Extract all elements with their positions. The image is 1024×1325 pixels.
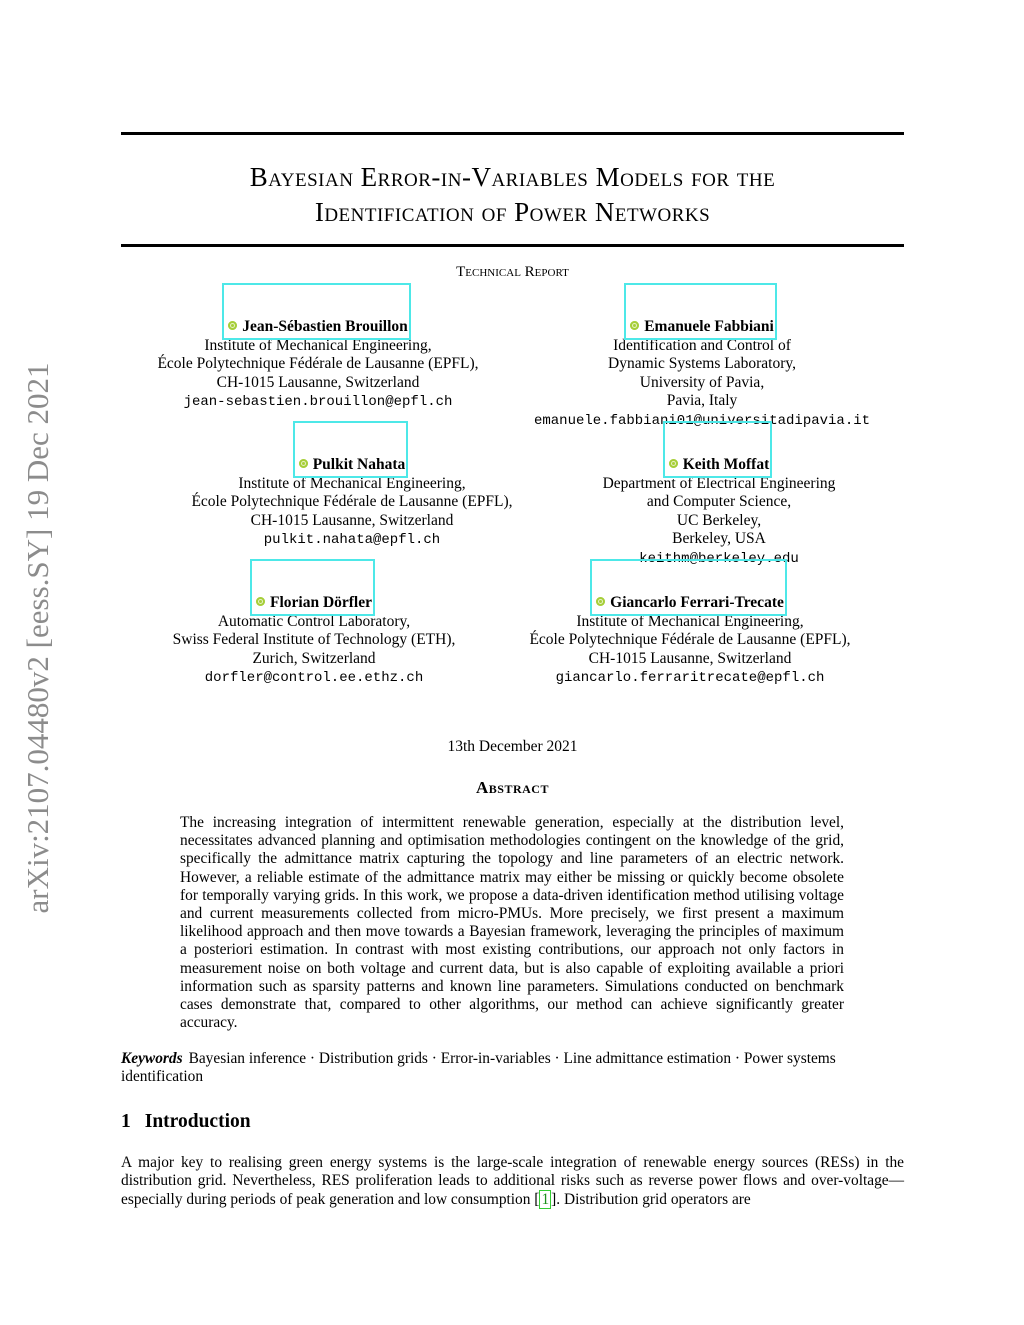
author-email[interactable]: emanuele.fabbiani01@universitadipavia.it	[533, 412, 871, 429]
affiliation-line: CH-1015 Lausanne, Switzerland	[250, 511, 454, 529]
affiliation-line: Institute of Mechanical Engineering,	[576, 612, 804, 630]
link-highlight-box	[222, 283, 411, 340]
affiliation-line: Department of Electrical Engineering	[602, 474, 836, 492]
paper-title-line-2: Identification of Power Networks	[314, 197, 711, 227]
affiliation-line: École Polytechnique Fédérale de Lausanne (EPFL),	[191, 493, 513, 510]
intro-text-part: A major key to realising green energy systems is the large-scale integration of renewable energy sources (RESs) in the distribution grid. Nevertheless, RES proliferation leads to additional risks such as reverse power flows and over-voltage—especially during periods of peak generation and low consumption [	[121, 1154, 904, 1208]
citation-link[interactable]: 1	[541, 1190, 550, 1208]
abstract-text: The increasing integration of intermittent renewable generation, especially at the distribution level, necessitates advanced planning and optimisation methodologies contingent on the knowledge of the grid, specifically the admittance matrix capturing the topology and line parameters of an electric network. However, a reliable estimate of the admittance matrix may either be missing or quickly become obsolete for temporally varying grids. In this work, we propose a data-driven identification method utilising voltage and current measurements collected from micro-PMUs. More precisely, we first present a maximum likelihood approach and then move towards a Bayesian framework, leveraging the principles of maximum a posteriori estimation. In contrast with most existing contributions, our approach not only factors in measurement noise on both voltage and current data, but is also capable of exploiting available a priori information such as sparsity patterns and known line parameters. Simulations conducted on benchmark cases demonstrate that, compared to other algorithms, our method can achieve significantly greater accuracy.	[180, 814, 844, 1032]
affiliation-line: Institute of Mechanical Engineering,	[204, 336, 432, 354]
keywords-text: Bayesian inference · Distribution grids · Error-in-variables · Line admittance estimation · Power systems identification	[121, 1050, 836, 1086]
affiliation-line: Automatic Control Laboratory,	[217, 612, 411, 630]
intro-text-part: ]. Distribution grid operators are	[551, 1190, 751, 1208]
author-name-link[interactable]: Pulkit Nahata	[299, 456, 406, 475]
author-block-6	[490, 594, 890, 688]
bottom-rule	[121, 244, 904, 247]
author-block-3	[152, 456, 552, 550]
report-type: Technical Report	[456, 264, 569, 280]
orcid-icon[interactable]	[669, 459, 678, 468]
affiliation-line: Berkeley, USA	[672, 530, 766, 547]
author-name-link[interactable]: Florian Dörfler	[256, 594, 372, 613]
affiliation-line: Identification and Control of	[613, 336, 791, 354]
affiliation-line: École Polytechnique Fédérale de Lausanne (EPFL),	[529, 631, 851, 648]
affiliation-line: CH-1015 Lausanne, Switzerland	[216, 373, 420, 391]
author-name-link[interactable]: Giancarlo Ferrari-Trecate	[596, 594, 784, 613]
author-email[interactable]: keithm@berkeley.edu	[639, 550, 799, 567]
author-block-1	[118, 318, 518, 412]
affiliation-line: Dynamic Systems Laboratory,	[608, 355, 796, 372]
orcid-icon[interactable]	[299, 459, 308, 468]
publication-date: 13th December 2021	[447, 738, 578, 755]
section-title: Introduction	[144, 1111, 251, 1132]
top-rule	[121, 132, 904, 135]
affiliation-line: Institute of Mechanical Engineering,	[238, 474, 466, 492]
paper-title-line-1: Bayesian Error-in-Variables Models for the	[249, 162, 776, 192]
affiliation-line: and Computer Science,	[646, 493, 792, 510]
affiliation-line: Zurich, Switzerland	[252, 649, 376, 667]
author-name-link[interactable]: Emanuele Fabbiani	[630, 318, 774, 337]
author-block-4	[519, 456, 919, 568]
intro-paragraph	[121, 1154, 904, 1209]
author-block-5	[114, 594, 514, 688]
link-highlight-box	[590, 559, 787, 616]
affiliation-line: Pavia, Italy	[666, 392, 738, 409]
abstract-heading: Abstract	[476, 778, 549, 797]
author-block-2	[502, 318, 902, 430]
orcid-icon[interactable]	[256, 597, 265, 606]
link-highlight-box	[663, 421, 773, 478]
arxiv-sidebar-stamp: arXiv:2107.04480v2 [eess.SY] 19 Dec 2021	[20, 362, 55, 914]
section-number: 1	[121, 1111, 131, 1132]
link-highlight-box	[293, 421, 409, 478]
link-highlight-box	[250, 559, 375, 616]
affiliation-line: CH-1015 Lausanne, Switzerland	[588, 649, 792, 667]
author-email[interactable]: dorfler@control.ee.ethz.ch	[204, 670, 424, 686]
affiliation-line: École Polytechnique Fédérale de Lausanne (EPFL),	[157, 355, 479, 372]
author-name-link[interactable]: Keith Moffat	[669, 456, 770, 475]
author-email[interactable]: jean-sebastien.brouillon@epfl.ch	[183, 394, 453, 410]
author-email[interactable]: giancarlo.ferraritrecate@epfl.ch	[555, 670, 825, 686]
author-email[interactable]: pulkit.nahata@epfl.ch	[263, 532, 441, 548]
section-heading	[121, 1111, 251, 1133]
author-name-link[interactable]: Jean-Sébastien Brouillon	[228, 318, 408, 337]
keywords-label: Keywords	[121, 1050, 183, 1067]
affiliation-line: Swiss Federal Institute of Technology (ETH),	[172, 631, 456, 648]
affiliation-line: UC Berkeley,	[676, 511, 762, 529]
keywords	[121, 1050, 904, 1086]
affiliation-line: University of Pavia,	[639, 373, 765, 391]
link-highlight-box	[624, 283, 777, 340]
